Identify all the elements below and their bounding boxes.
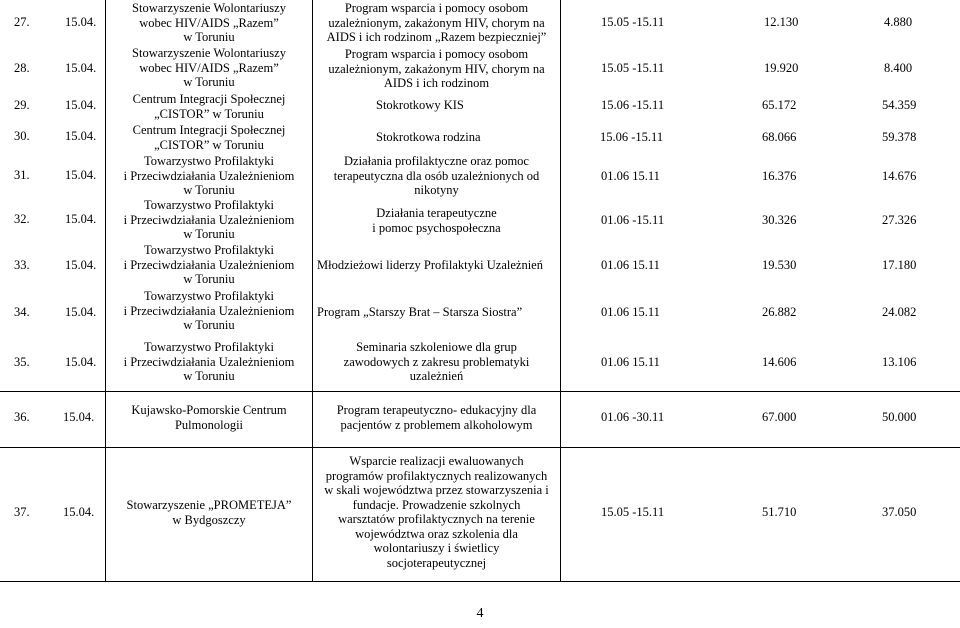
grant-amount: 8.400 — [884, 61, 913, 75]
total-cost: 19.530 — [762, 258, 797, 272]
program-title: Program wsparcia i pomocy osobom uzależnionym, zakażonym HIV, chorym na AIDS i ich rodzinom — [328, 47, 545, 90]
program-title: Wsparcie realizacji ewaluowanych programów profilaktycznych realizowanych w skali województwa przez stowarzyszenia i fundacje. Prowadzenie szkolnych warsztatów profilaktycznych na terenie województwa oraz szkolenia dla wolontariuszy i świetlicy socjoterapeutycznej — [324, 454, 549, 570]
period: 15.05 -15.11 — [601, 505, 665, 519]
total-cost: 65.172 — [762, 98, 797, 112]
total-cost: 19.920 — [764, 61, 799, 75]
grant-amount: 13.106 — [882, 355, 917, 369]
table-border — [560, 0, 561, 447]
period: 01.06 15.11 — [601, 305, 660, 319]
total-cost: 67.000 — [762, 410, 797, 424]
row-date: 15.04. — [65, 129, 97, 143]
organization: Towarzystwo Profilaktyki i Przeciwdziałania Uzależnieniom w Toruniu — [123, 243, 295, 286]
organization: Stowarzyszenie Wolontariuszy wobec HIV/AIDS „Razem” w Toruniu — [132, 46, 286, 89]
row-date: 15.04. — [65, 98, 97, 112]
row-date: 15.04. — [65, 212, 97, 226]
period: 01.06 -30.11 — [601, 410, 665, 424]
organization: Stowarzyszenie Wolontariuszy wobec HIV/AIDS „Razem” w Toruniu — [132, 1, 286, 44]
program-title: Stokrotkowa rodzina — [376, 130, 481, 144]
row-number: 30. — [14, 129, 30, 143]
row-number: 36. — [14, 410, 30, 424]
period: 15.06 -15.11 — [600, 130, 664, 144]
period: 01.06 -15.11 — [601, 213, 665, 227]
program-title: Młodzieżowi liderzy Profilaktyki Uzależnień — [317, 258, 543, 272]
program-title: Działania terapeutyczne i pomoc psychospołeczna — [372, 206, 501, 235]
total-cost: 51.710 — [762, 505, 797, 519]
grant-amount: 27.326 — [882, 213, 917, 227]
grant-amount: 4.880 — [884, 15, 913, 29]
row-number: 33. — [14, 258, 30, 272]
total-cost: 16.376 — [762, 169, 797, 183]
total-cost: 12.130 — [764, 15, 799, 29]
program-title: Program „Starszy Brat – Starsza Siostra” — [317, 305, 523, 319]
grant-amount: 59.378 — [882, 130, 917, 144]
period: 15.06 -15.11 — [601, 98, 665, 112]
organization: Kujawsko-Pomorskie Centrum Pulmonologii — [131, 403, 287, 432]
total-cost: 68.066 — [762, 130, 797, 144]
row-number: 34. — [14, 305, 30, 319]
grant-amount: 37.050 — [882, 505, 917, 519]
period: 01.06 15.11 — [601, 169, 660, 183]
row-date: 15.04. — [63, 505, 95, 519]
row-number: 32. — [14, 212, 30, 226]
row-number: 27. — [14, 15, 30, 29]
row-date: 15.04. — [65, 15, 97, 29]
organization: Stowarzyszenie „PROMETEJA” w Bydgoszczy — [126, 498, 292, 527]
row-date: 15.04. — [63, 410, 95, 424]
period: 15.05 -15.11 — [601, 61, 665, 75]
program-title: Stokrotkowy KIS — [376, 98, 464, 112]
period: 01.06 15.11 — [601, 258, 660, 272]
table-border — [560, 447, 561, 581]
row-date: 15.04. — [65, 258, 97, 272]
row-number: 37. — [14, 505, 30, 519]
row-date: 15.04. — [65, 168, 97, 182]
total-cost: 14.606 — [762, 355, 797, 369]
grant-amount: 54.359 — [882, 98, 917, 112]
grant-amount: 24.082 — [882, 305, 917, 319]
grant-amount: 50.000 — [882, 410, 917, 424]
row-number: 29. — [14, 98, 30, 112]
row-number: 31. — [14, 168, 30, 182]
program-title: Program terapeutyczno- edukacyjny dla pacjentów z problemem alkoholowym — [336, 403, 537, 432]
program-title: Działania profilaktyczne oraz pomoc terapeutyczna dla osób uzależnionych od nikotyny — [333, 154, 540, 197]
page-number: 4 — [476, 606, 484, 621]
grant-amount: 14.676 — [882, 169, 917, 183]
row-number: 35. — [14, 355, 30, 369]
organization: Towarzystwo Profilaktyki i Przeciwdziałania Uzależnieniom w Toruniu — [123, 154, 295, 197]
program-title: Seminaria szkoleniowe dla grup zawodowych z zakresu problematyki uzależnień — [343, 340, 530, 383]
row-number: 28. — [14, 61, 30, 75]
table-border — [0, 391, 960, 392]
row-date: 15.04. — [65, 355, 97, 369]
total-cost: 30.326 — [762, 213, 797, 227]
organization: Towarzystwo Profilaktyki i Przeciwdziałania Uzależnieniom w Toruniu — [123, 198, 295, 241]
table-border — [0, 581, 960, 582]
organization: Centrum Integracji Społecznej „CISTOR” w Toruniu — [132, 92, 286, 121]
organization: Towarzystwo Profilaktyki i Przeciwdziałania Uzależnieniom w Toruniu — [123, 340, 295, 383]
row-date: 15.04. — [65, 61, 97, 75]
table-border — [0, 447, 960, 448]
period: 01.06 15.11 — [601, 355, 660, 369]
grant-amount: 17.180 — [882, 258, 917, 272]
program-title: Program wsparcia i pomocy osobom uzależnionym, zakażonym HIV, chorym na AIDS i ich rodzinom „Razem bezpieczniej” — [326, 1, 547, 44]
total-cost: 26.882 — [762, 305, 797, 319]
row-date: 15.04. — [65, 305, 97, 319]
organization: Centrum Integracji Społecznej „CISTOR” w Toruniu — [132, 123, 286, 152]
organization: Towarzystwo Profilaktyki i Przeciwdziałania Uzależnieniom w Toruniu — [123, 289, 295, 332]
period: 15.05 -15.11 — [601, 15, 665, 29]
